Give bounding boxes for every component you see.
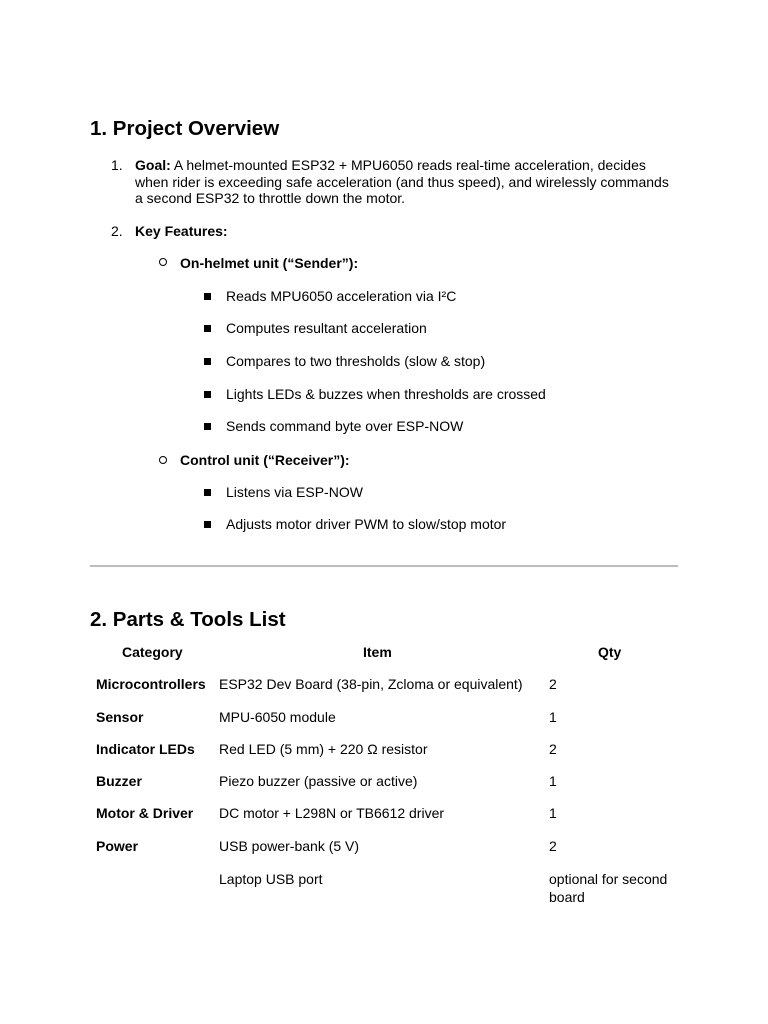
table-cell-category: Microcontrollers — [96, 676, 206, 692]
square-bullet-icon — [204, 521, 211, 528]
square-bullet-icon — [204, 391, 211, 398]
table-cell-qty: optional for second board — [549, 871, 668, 905]
square-bullet-icon — [204, 358, 211, 365]
receiver-bullet: Listens via ESP-NOW — [226, 484, 363, 500]
hollow-circle-bullet-icon — [159, 456, 167, 464]
table-cell-category: Power — [96, 838, 139, 854]
table-header-qty: Qty — [598, 644, 622, 660]
horizontal-divider — [90, 565, 678, 567]
square-bullet-icon — [204, 325, 211, 332]
table-cell-category: Buzzer — [96, 773, 142, 789]
table-cell-qty: 2 — [549, 838, 557, 854]
sender-bullet: Compares to two thresholds (slow & stop) — [226, 353, 486, 369]
table-header-item: Item — [363, 644, 392, 660]
square-bullet-icon — [204, 423, 211, 430]
table-cell-category: Indicator LEDs — [96, 741, 195, 757]
list-number: 2. — [111, 223, 123, 239]
sender-label: On-helmet unit (“Sender”): — [180, 255, 359, 271]
square-bullet-icon — [204, 489, 211, 496]
key-features-label: Key Features: — [135, 223, 228, 239]
table-cell-item: Red LED (5 mm) + 220 Ω resistor — [219, 741, 428, 757]
goal-label: Goal: — [135, 157, 171, 173]
table-cell-category: Motor & Driver — [96, 805, 194, 821]
table-header-category: Category — [122, 644, 183, 660]
section-title-project-overview: 1. Project Overview — [90, 117, 280, 140]
sender-bullet: Sends command byte over ESP-NOW — [226, 418, 464, 434]
hollow-circle-bullet-icon — [159, 258, 167, 266]
sender-bullet: Reads MPU6050 acceleration via I²C — [226, 288, 457, 304]
table-cell-qty: 1 — [549, 805, 557, 821]
sender-bullet: Computes resultant acceleration — [226, 320, 427, 336]
receiver-label: Control unit (“Receiver”): — [180, 452, 350, 468]
sender-bullet: Lights LEDs & buzzes when thresholds are crossed — [226, 386, 546, 402]
table-cell-item: Laptop USB port — [219, 871, 323, 887]
table-cell-qty: 1 — [549, 709, 557, 725]
section-title-parts-tools: 2. Parts & Tools List — [90, 608, 286, 631]
goal-text-block — [135, 157, 680, 207]
table-cell-qty: 2 — [549, 741, 557, 757]
square-bullet-icon — [204, 293, 211, 300]
table-cell-category: Sensor — [96, 709, 144, 725]
receiver-bullet: Adjusts motor driver PWM to slow/stop motor — [226, 516, 507, 532]
table-cell-qty: 2 — [549, 676, 557, 692]
table-cell-item: ESP32 Dev Board (38-pin, Zcloma or equivalent) — [219, 676, 523, 692]
table-cell-qty: 1 — [549, 773, 557, 789]
list-number: 1. — [111, 157, 123, 173]
table-cell-item: Piezo buzzer (passive or active) — [219, 773, 418, 789]
table-cell-item: USB power-bank (5 V) — [219, 838, 360, 854]
table-cell-item: MPU-6050 module — [219, 709, 336, 725]
goal-text: A helmet-mounted ESP32 + MPU6050 reads real-time acceleration, decides when rider is exceeding safe acceleration (and thus speed), and wirelessly commands a second ESP32 to throttle down the motor. — [135, 157, 669, 206]
table-cell-item: DC motor + L298N or TB6612 driver — [219, 805, 445, 821]
